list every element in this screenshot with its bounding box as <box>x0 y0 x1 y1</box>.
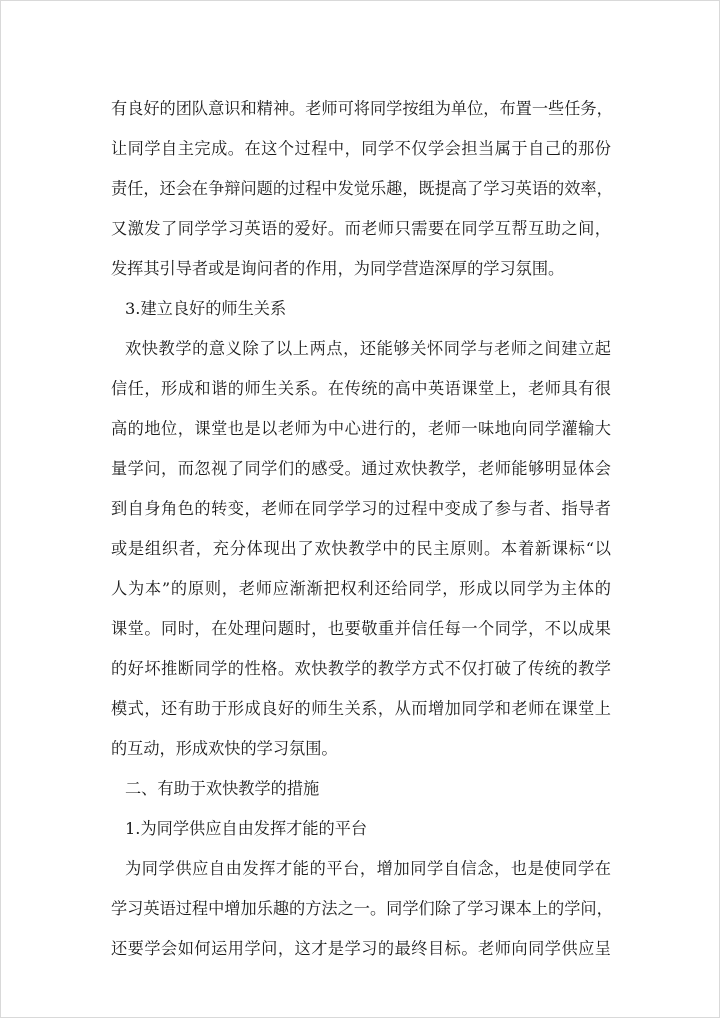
text-line: 或是组织者，充分体现出了欢快教学中的民主原则。本着新课标“以 <box>111 539 611 558</box>
text-line: 责任，还会在争辩问题的过程中发觉乐趣，既提高了学习英语的效率， <box>111 179 613 198</box>
text-line: 高的地位，课堂也是以老师为中心进行的，老师一味地向同学灌输大 <box>111 419 611 438</box>
text-line: 让同学自主完成。在这个过程中，同学不仅学会担当属于自己的那份 <box>111 139 611 158</box>
text-line: 人为本”的原则，老师应渐渐把权利还给同学，形成以同学为主体的 <box>111 579 611 598</box>
text-line: 欢快教学的意义除了以上两点，还能够关怀同学与老师之间建立起 <box>125 339 611 358</box>
text-line: 发挥其引导者或是询问者的作用，为同学营造深厚的学习氛围。 <box>111 259 565 278</box>
section-heading: 二、有助于欢快教学的措施 <box>125 779 320 798</box>
text-line: 还要学会如何运用学问，这才是学习的最终目标。老师向同学供应呈 <box>111 939 611 958</box>
section-heading: 3.建立良好的师生关系 <box>125 299 287 318</box>
text-line: 模式，还有助于形成良好的师生关系，从而增加同学和老师在课堂上 <box>111 699 611 718</box>
text-line: 的好坏推断同学的性格。欢快教学的教学方式不仅打破了传统的教学 <box>111 659 611 678</box>
text-line: 信任，形成和谐的师生关系。在传统的高中英语课堂上，老师具有很 <box>111 379 611 398</box>
text-line: 有良好的团队意识和精神。老师可将同学按组为单位，布置一些任务， <box>111 99 613 118</box>
text-line: 课堂。同时，在处理问题时，也要敬重并信任每一个同学，不以成果 <box>111 619 611 638</box>
text-line: 的互动，形成欢快的学习氛围。 <box>111 739 338 758</box>
text-line: 学习英语过程中增加乐趣的方法之一。同学们除了学习课本上的学问， <box>111 899 613 918</box>
document-body <box>111 89 611 969</box>
text-line: 为同学供应自由发挥才能的平台，增加同学自信念，也是使同学在 <box>125 859 611 878</box>
text-line: 量学问，而忽视了同学们的感受。通过欢快教学，老师能够明显体会 <box>111 459 611 478</box>
text-line: 又激发了同学学习英语的爱好。而老师只需要在同学互帮互助之间， <box>111 219 611 238</box>
text-line: 到自身角色的转变，老师在同学学习的过程中变成了参与者、指导者 <box>111 499 611 518</box>
subsection-heading: 1.为同学供应自由发挥才能的平台 <box>125 819 368 838</box>
